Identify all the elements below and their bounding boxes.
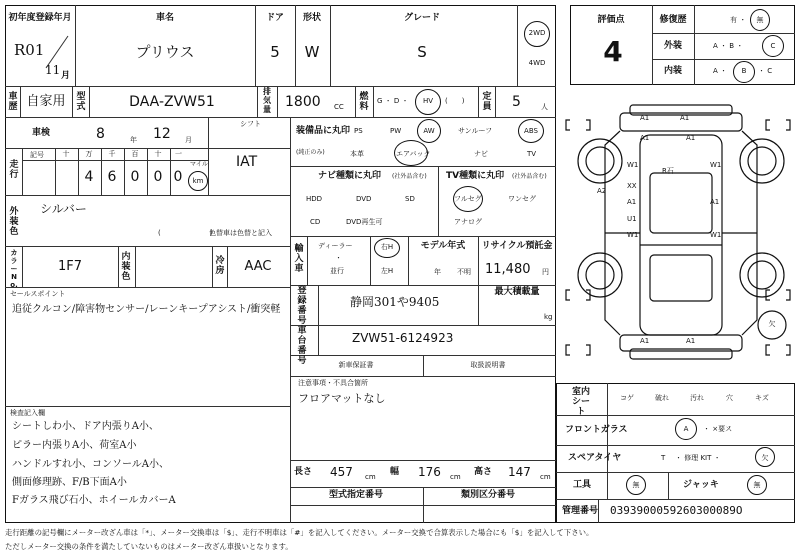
mileage-unit-3: 千: [108, 150, 116, 158]
capacity-value: 5: [512, 94, 521, 110]
new-car-warranty: 新車保証書: [338, 361, 374, 369]
length-value: 457: [330, 465, 353, 479]
diagram-mark-4: A1: [686, 134, 696, 142]
score-value: 4: [603, 35, 623, 68]
diagram-mark-15: A1: [686, 337, 696, 345]
equipment-label: 装備品に丸印: [296, 126, 351, 136]
fuel-label: 燃料: [359, 92, 369, 112]
displacement-label: 排気量: [263, 87, 271, 114]
notes-text: フロアマットなし: [298, 392, 386, 405]
max-load-label: 最大積載量: [494, 287, 540, 297]
repair-options: 有 ・: [730, 16, 747, 24]
shape-label: 形状: [302, 13, 322, 23]
mileage-label: 走行: [9, 160, 19, 180]
chassis-value: ZVW51-6124923: [352, 331, 454, 345]
door-value: 5: [270, 43, 280, 61]
month-unit: 月: [61, 71, 71, 81]
import-parallel: 並行: [330, 267, 344, 275]
import-dealer: ディーラー: [318, 242, 353, 250]
exterior-grade-selected: C: [770, 42, 776, 50]
recycle-unit: 円: [542, 268, 549, 276]
equip-airbag: エアバック: [396, 150, 431, 158]
recycle-label: リサイクル預託金: [481, 241, 553, 251]
drive-2wd: 2WD: [528, 29, 546, 37]
import-dot: ・: [335, 254, 342, 262]
color-no-label: カラーNo.: [10, 249, 18, 289]
navi-dvd-play: DVD再生可: [346, 218, 383, 226]
import-label: 輸入車: [294, 244, 304, 274]
equip-airbag-circle: [394, 140, 431, 166]
length-unit: cm: [365, 473, 376, 481]
tools-label: 工具: [573, 480, 592, 490]
spare-tire-t: T: [661, 454, 666, 462]
seat-item-4: 穴: [726, 394, 733, 402]
diagram-mark-2: A1: [680, 114, 690, 122]
owner-manual: 取扱説明書: [470, 361, 506, 369]
mileage-digit-3: 0: [130, 169, 140, 185]
exterior-paren: ( ): [158, 229, 213, 237]
interior-color-label: 内装色: [121, 252, 131, 282]
ac-value: AAC: [244, 259, 272, 274]
tools-selected: 無: [632, 481, 640, 489]
first-reg-era: R01: [14, 41, 45, 59]
grade-label: グレード: [403, 13, 441, 23]
grade-value: S: [417, 43, 427, 61]
ac-label: 冷房: [215, 256, 225, 276]
sales-point-text: 追従クルコン/障害物センサー/レーンキープアシスト/衝突軽: [12, 304, 281, 315]
fuel-options: G ・ D ・: [377, 97, 409, 105]
equip-tv: TV: [527, 150, 537, 158]
tv-fullseg: フルセグ: [454, 195, 482, 203]
jack-label: ジャッキ: [683, 480, 719, 490]
mileage-digit-5: 0: [173, 169, 183, 185]
tv-sub-label: (社外品含む): [512, 173, 547, 180]
diagram-mark-10: A1: [710, 198, 720, 206]
usage-value: 自家用: [26, 94, 66, 109]
inspection-month: 12: [153, 126, 171, 142]
diagram-mark-14: A1: [640, 337, 650, 345]
diagram-mark-16: 欠: [768, 320, 776, 328]
shift-value: IAT: [236, 154, 258, 170]
type-no-label: 型式指定番号: [328, 490, 384, 500]
mileage-digit-4: 0: [153, 169, 163, 185]
navi-label: ナビ種類に丸印: [318, 171, 382, 181]
inspector-label: 検査記入欄: [10, 409, 45, 417]
exterior-note: 色替車は色替と記入: [209, 229, 272, 237]
inspector-line-1: シートしわ小、ドア内張りA小、: [12, 421, 159, 432]
inspection-year: 8: [96, 126, 105, 142]
height-value: 147: [508, 465, 531, 479]
mileage-digit-2: 6: [107, 169, 117, 185]
diagram-mark-8: XX: [627, 182, 637, 190]
inspection-year-unit: 年: [130, 136, 137, 144]
capacity-label: 定員: [482, 92, 492, 112]
equip-leather: 本革: [350, 150, 364, 158]
diagram-mark-6: W1: [710, 161, 722, 169]
equip-pw: PW: [390, 127, 402, 135]
seat-item-3: 汚れ: [690, 394, 704, 402]
mileage-unit-4: 百: [131, 150, 139, 158]
height-label: 高さ: [474, 467, 493, 477]
inspection-label: 車検: [32, 128, 51, 138]
fuel-paren: ( ): [445, 97, 465, 105]
exterior-label: 外装色: [9, 207, 19, 237]
mileage-unit-2: 万: [85, 150, 93, 158]
capacity-unit: 人: [541, 103, 548, 111]
diagram-mark-13: W1: [710, 231, 722, 239]
length-label: 長さ: [294, 467, 313, 477]
import-left-h: 左H: [380, 267, 394, 275]
mileage-unit-6: 一: [175, 150, 182, 158]
seat-item-5: キズ: [755, 394, 769, 402]
equip-ps: PS: [354, 127, 363, 135]
exterior-grade-options: A ・ B ・: [713, 42, 744, 50]
model-label: 型式: [76, 92, 86, 112]
width-unit: cm: [450, 473, 461, 481]
diagram-mark-3: A1: [640, 134, 650, 142]
model-value: DAA-ZVW51: [129, 94, 215, 110]
category-no-label: 類別区分番号: [460, 490, 516, 500]
equip-aw: AW: [423, 127, 435, 135]
width-value: 176: [418, 465, 441, 479]
shift-label: シフト: [240, 120, 261, 128]
exterior-grade-label: 外装: [663, 41, 683, 51]
mileage-sign-label: 記号: [30, 151, 44, 159]
mile-label: マイル: [190, 161, 208, 168]
car-name: プリウス: [135, 43, 195, 61]
management-value: 0393900059260300089O: [610, 504, 743, 517]
tv-analog: アナログ: [454, 218, 482, 226]
repair-selected: 無: [756, 16, 764, 24]
diagram-mark-9: A1: [627, 198, 637, 206]
registration-label: 登録番号: [297, 286, 307, 326]
inspection-month-unit: 月: [185, 136, 192, 144]
first-reg-label: 初年度登録年月: [8, 13, 72, 23]
mileage-digit-1: 4: [84, 169, 94, 185]
management-label: 管理番号: [562, 506, 599, 516]
interior-grade-label: 内装: [663, 66, 683, 76]
car-name-label: 車名: [155, 13, 175, 23]
diagram-mark-7: A2: [597, 187, 607, 195]
diagram-mark-1: A1: [640, 114, 650, 122]
footer-line-2: ただしメーター交換の条件を満たしていないものはメーター改ざん車扱いとなります。: [5, 542, 293, 551]
chassis-label: 車台番号: [297, 326, 307, 366]
spare-tire-label: スペアタイヤ: [568, 453, 622, 463]
seat-item-2: 破れ: [655, 394, 669, 402]
door-label: ドア: [266, 13, 284, 23]
diagram-annotation: R石: [662, 167, 674, 175]
windshield-tail: ・ ×要ス: [703, 425, 733, 433]
interior-grade-selected: B: [741, 67, 747, 75]
windshield-label: フロントガラス: [565, 425, 628, 435]
navi-hdd: HDD: [306, 195, 323, 203]
navi-dvd: DVD: [356, 195, 372, 203]
fuel-selected: HV: [422, 97, 434, 105]
km-label: km: [192, 177, 204, 185]
diagram-mark-5: W1: [627, 161, 639, 169]
sales-point-label: セールスポイント: [10, 290, 66, 298]
seat-item-1: コゲ: [620, 394, 634, 402]
first-reg-month: 11: [45, 63, 61, 77]
score-label: 評価点: [597, 15, 625, 25]
equip-navi: ナビ: [474, 150, 488, 158]
navi-sub-label: (社外品含む): [392, 173, 427, 180]
diagram-mark-12: W1: [627, 231, 639, 239]
color-no-value: 1F7: [57, 259, 83, 274]
max-load-unit: kg: [544, 313, 553, 321]
inspector-line-2: ピラー内張りA小、荷室A小: [12, 440, 137, 451]
notes-label: 注意事項・不具合箇所: [298, 379, 368, 387]
usage-label: 車歴: [8, 92, 18, 112]
interior-grade-after: ・ C: [758, 67, 773, 75]
spare-tire-kit: ・ 修理 KIT ・: [675, 454, 721, 462]
inspector-line-5: Fガラス飛び石小、ホイールカバーA: [12, 495, 176, 506]
shape-value: W: [304, 43, 320, 61]
inspector-line-4: 側面修理跡、F/B下面A小: [12, 477, 127, 488]
mileage-unit-1: 十: [62, 150, 70, 158]
car-diagram: [560, 95, 800, 378]
interior-grade-before: A ・: [713, 67, 728, 75]
mileage-unit-5: 十: [154, 150, 162, 158]
model-year-label: モデル年式: [420, 241, 466, 251]
footer-line-1: 走行距離の記号欄にメーター改ざん車は「*」、メーター交換車は「$」、走行不明車は「#」を記入してください。メーター交換で合算表示した場合にも「$」を記入して下さい。: [5, 528, 594, 537]
tv-label: TV種類に丸印: [446, 171, 505, 181]
height-unit: cm: [540, 473, 551, 481]
import-right-h: 右H: [380, 243, 394, 251]
diagram-mark-11: U1: [627, 215, 637, 223]
model-year-unknown: 不明: [457, 268, 471, 276]
tv-oneseg: ワンセグ: [508, 195, 536, 203]
exterior-color: シルバー: [40, 202, 87, 216]
displacement-value: 1800: [285, 94, 321, 110]
recycle-value: 11,480: [485, 262, 531, 277]
navi-sd: SD: [405, 195, 415, 203]
cc-unit: CC: [334, 103, 344, 111]
registration-value: 静岡301や9405: [350, 295, 440, 309]
jack-selected: 無: [753, 481, 761, 489]
equip-abs: ABS: [524, 127, 538, 135]
windshield-selected: A: [683, 425, 689, 433]
repair-label: 修復歴: [659, 15, 687, 25]
seat-label: 室内シート: [571, 387, 590, 417]
width-label: 幅: [390, 467, 400, 477]
spare-tire-selected: 欠: [761, 454, 769, 462]
equip-sunroof: サンルーフ: [458, 127, 493, 135]
navi-cd: CD: [310, 218, 321, 226]
inspector-line-3: ハンドルすれ小、コンソールA小、: [12, 459, 170, 470]
drive-4wd: 4WD: [528, 59, 546, 67]
model-year-unit: 年: [434, 268, 441, 276]
equipment-sub-label: (純正のみ): [296, 149, 325, 156]
